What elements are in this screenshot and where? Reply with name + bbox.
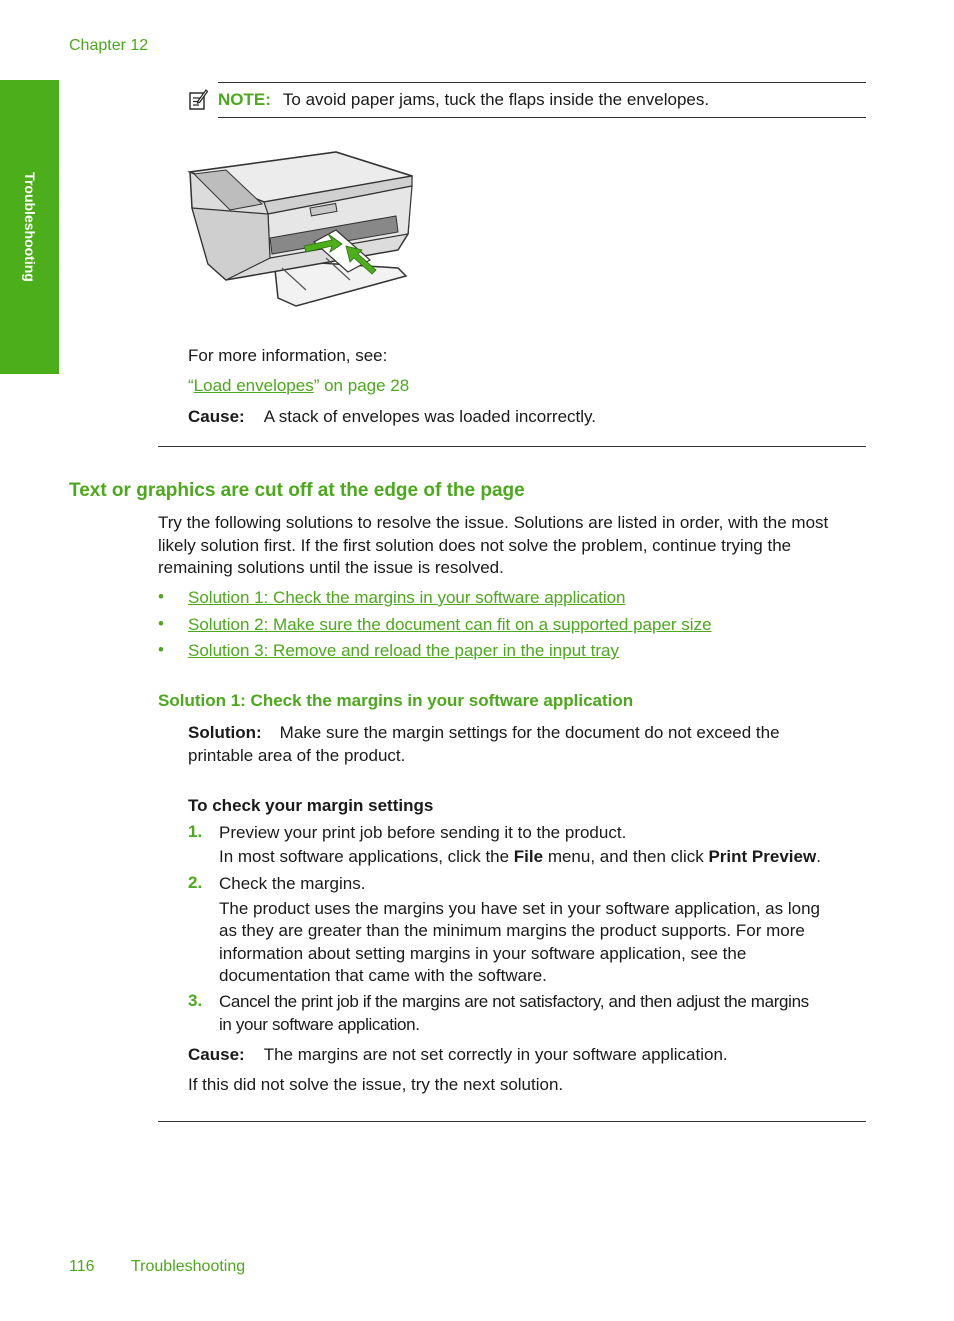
cause-envelopes <box>188 406 596 429</box>
step-detail: In most software applications, click the File menu, and then click Print Preview. <box>219 846 821 866</box>
step-number: 1. <box>188 822 203 841</box>
footer-title: Troubleshooting <box>131 1258 246 1275</box>
printer-illustration <box>186 148 418 310</box>
solution-1-link[interactable]: Solution 1: Check the margins in your software application <box>188 588 626 607</box>
step-3: Cancel the print job if the margins are not satisfactory, and then adjust the margins in your software application. <box>219 992 809 1034</box>
load-envelopes-link[interactable]: Load envelopes <box>193 376 314 395</box>
step-main: Check the margins. <box>219 874 366 893</box>
step-main: Preview your print job before sending it to the product. <box>219 823 627 842</box>
cause-text: The margins are not set correctly in your software application. <box>263 1045 728 1064</box>
note-top-rule <box>218 82 866 83</box>
next-solution-text: If this did not solve the issue, try the next solution. <box>188 1075 564 1094</box>
cause-label: Cause: <box>188 1045 245 1064</box>
note-label: NOTE: <box>218 90 271 109</box>
step-number: 2. <box>188 873 203 892</box>
bullet: • <box>158 614 164 633</box>
page-number: 116 <box>69 1258 95 1275</box>
side-tab <box>0 80 59 374</box>
intro-line: likely solution first. If the first solution does not solve the problem, continue trying the <box>158 535 792 555</box>
cause-margins <box>188 1044 728 1067</box>
solution-label: Solution: <box>188 723 262 742</box>
link-open-quote: “ <box>188 376 194 395</box>
cause-text: A stack of envelopes was loaded incorrectly. <box>263 407 596 426</box>
bullet: • <box>158 640 164 659</box>
note-text: To avoid paper jams, tuck the flaps inside the envelopes. <box>282 90 710 109</box>
more-info-intro: For more information, see: <box>188 346 388 365</box>
step-1 <box>219 822 821 868</box>
step-number: 3. <box>188 991 203 1010</box>
intro-line: Try the following solutions to resolve the issue. Solutions are listed in order, with the most <box>158 513 829 532</box>
solution-1-title: Solution 1: Check the margins in your software application <box>158 691 634 710</box>
procedure-title: To check your margin settings <box>188 796 434 815</box>
section-title: Text or graphics are cut off at the edge of the page <box>69 480 525 501</box>
file-menu-label: File <box>513 846 544 866</box>
solution-line: Make sure the margin settings for the document do not exceed the <box>279 723 780 742</box>
note-bottom-rule <box>218 117 866 118</box>
solution-3-link[interactable]: Solution 3: Remove and reload the paper in the input tray <box>188 641 619 660</box>
chapter-header: Chapter 12 <box>69 37 149 54</box>
more-info-reference <box>188 375 409 398</box>
print-preview-label: Print Preview <box>708 846 817 866</box>
note-icon <box>188 89 208 111</box>
bullet: • <box>158 587 164 606</box>
cause-label: Cause: <box>188 407 245 426</box>
side-tab-label: Troubleshooting <box>21 172 38 282</box>
link-page-ref: ” on page 28 <box>313 376 410 395</box>
section-intro <box>158 512 828 580</box>
step-detail: The product uses the margins you have set in your software application, as long as they are greater than the minimum margins the product supports. For more information about setting margins in your software application, see the documentation that came with the software. <box>219 898 821 985</box>
bottom-divider <box>158 1121 866 1122</box>
solution-1-body <box>188 722 780 767</box>
note <box>218 90 709 110</box>
solution-line: printable area of the product. <box>188 745 406 765</box>
solution-2-link[interactable]: Solution 2: Make sure the document can fit on a supported paper size <box>188 615 712 634</box>
intro-line: remaining solutions until the issue is resolved. <box>158 558 504 577</box>
step-2 <box>219 873 820 988</box>
section-divider <box>158 446 866 447</box>
